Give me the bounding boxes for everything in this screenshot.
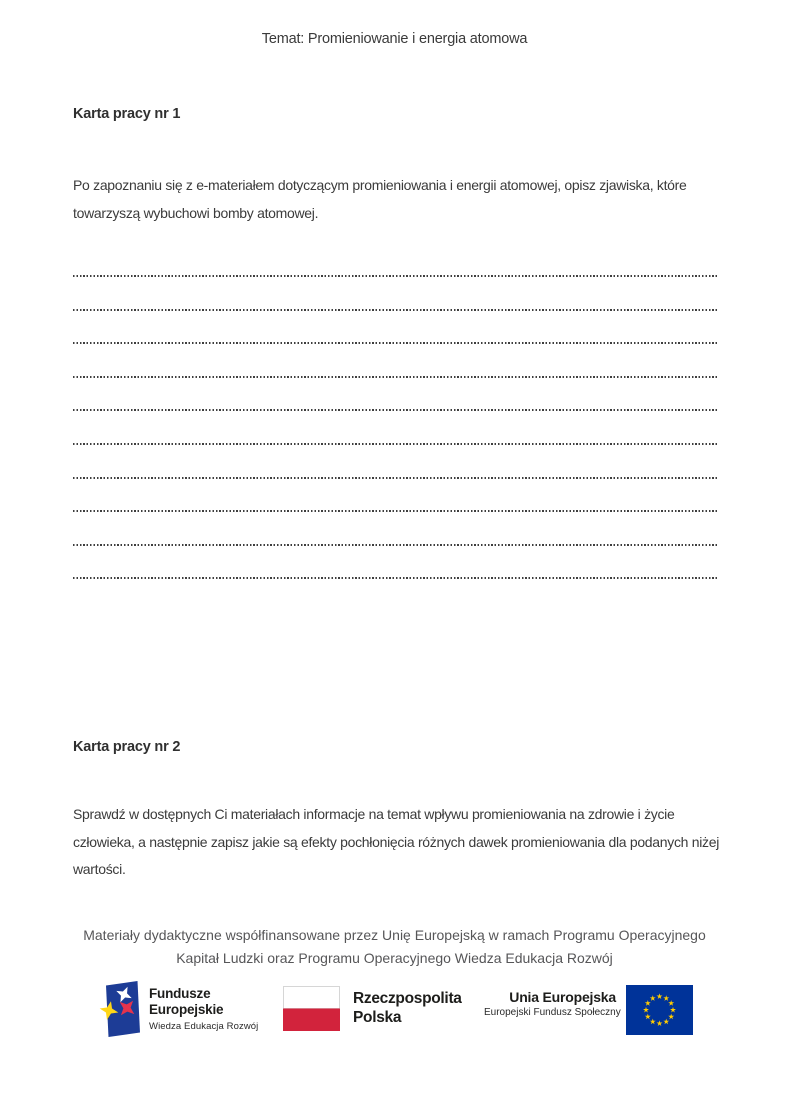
rzeczpospolita-polska-logo bbox=[283, 986, 462, 1031]
answer-line bbox=[73, 477, 717, 479]
unia-europejska-logo bbox=[484, 985, 693, 1035]
answer-line bbox=[73, 342, 717, 344]
eu-logo-name: Unia Europejska bbox=[509, 989, 616, 1005]
fe-logo-text bbox=[149, 986, 258, 1032]
answer-line bbox=[73, 544, 717, 546]
answer-line bbox=[73, 443, 717, 445]
answer-line bbox=[73, 409, 717, 411]
poland-flag-icon bbox=[283, 986, 340, 1031]
worksheet2-instructions: Sprawdź w dostępnych Ci materiałach informacje na temat wpływu promieniowania na zdrowie i życie człowieka, a następnie zapisz jakie są efekty pochłonięcia różnych dawek promieniowania dla podanych niżej wartości. bbox=[73, 806, 720, 877]
worksheet1-instructions: Po zapoznaniu się z e-materiałem dotyczącym promieniowania i energii atomowej, opisz zjawiska, które towarzyszą wybuchowi bomby atomowej. bbox=[73, 177, 687, 221]
fe-logo-name: Fundusze Europejskie bbox=[149, 986, 224, 1017]
answer-line bbox=[73, 510, 717, 512]
fundusze-europejskie-logo bbox=[103, 980, 258, 1038]
answer-line bbox=[73, 309, 717, 311]
answer-lines bbox=[73, 275, 717, 611]
eu-logo-text bbox=[484, 989, 621, 1018]
funding-note: Materiały dydaktyczne współfinansowane przez Unię Europejską w ramach Programu Operacyjnego Kapitał Ludzki oraz Programu Operacyjnego Wiedza Edukacja Rozwój bbox=[83, 927, 706, 966]
answer-line bbox=[73, 275, 717, 277]
answer-line bbox=[73, 577, 717, 579]
answer-line bbox=[73, 376, 717, 378]
worksheet1-heading: Karta pracy nr 1 bbox=[73, 106, 181, 122]
poland-logo-name: Rzeczpospolita Polska bbox=[353, 990, 462, 1026]
document-title: Temat: Promieniowanie i energia atomowa bbox=[261, 31, 528, 47]
fe-logo-subtitle: Wiedza Edukacja Rozwój bbox=[149, 1021, 259, 1032]
eu-flag-icon bbox=[626, 985, 693, 1035]
eu-logo-subtitle: Europejski Fundusz Społeczny bbox=[484, 1007, 621, 1018]
fe-flag-icon bbox=[103, 980, 141, 1038]
worksheet2-heading: Karta pracy nr 2 bbox=[73, 739, 181, 755]
